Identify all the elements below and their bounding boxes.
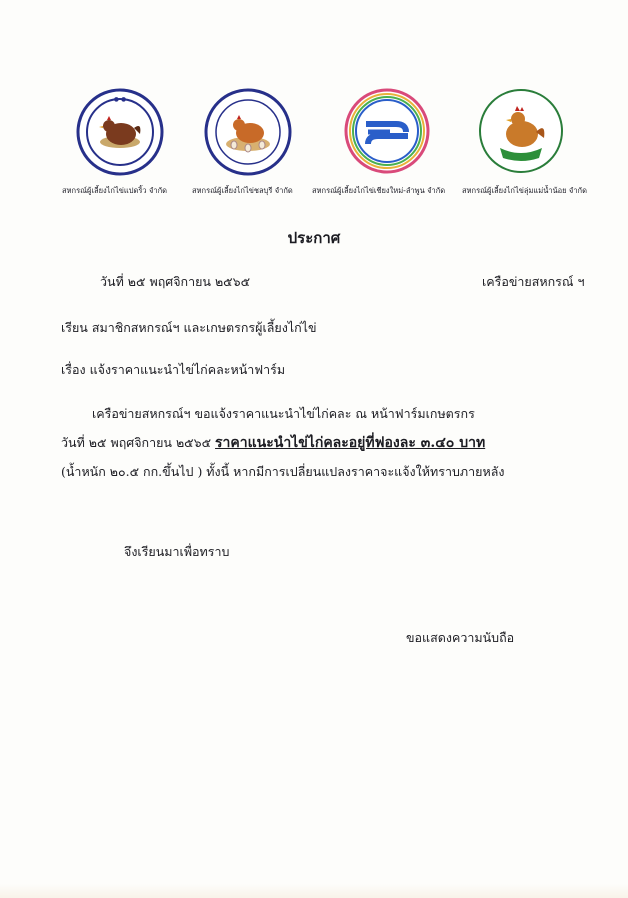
hen-on-basket-seal-icon xyxy=(478,88,564,174)
hen-on-nest-seal-icon xyxy=(76,88,164,176)
price-emphasis: ราคาแนะนำไข่ไก่คละอยู่ที่ฟองละ ๓.๔๐ บาท xyxy=(215,435,486,451)
svg-text:● ●: ● ● xyxy=(113,96,127,103)
body-line-1: เครือข่ายสหกรณ์ฯ ขอแจ้งราคาแนะนำไข่ไก่คละ ณ หน้าฟาร์มเกษตรกร xyxy=(92,406,475,421)
hen-with-eggs-seal-icon xyxy=(204,88,292,176)
subject-line: เรื่อง แจ้งราคาแนะนำไข่ไก่คละหน้าฟาร์ม xyxy=(61,362,286,377)
logo-caption-4: สหกรณ์ผู้เลี้ยงไก่ไข่ลุ่มแม่น้ำน้อย จำกัด xyxy=(462,186,587,195)
page-title: ประกาศ xyxy=(287,229,341,247)
to-line: เรียน สมาชิกสหกรณ์ฯ และเกษตรกรผู้เลี้ยงไก่ไข่ xyxy=(61,320,317,335)
date-line: วันที่ ๒๕ พฤศจิกายน ๒๕๖๕ xyxy=(100,274,251,289)
rainbow-spiral-seal-icon xyxy=(344,88,430,174)
bottom-edge-tint xyxy=(0,884,628,898)
body-line-3: (น้ำหนัก ๒๐.๕ กก.ขึ้นไป ) ทั้งนี้ หากมีการเปลี่ยนแปลงราคาจะแจ้งให้ทราบภายหลัง xyxy=(61,464,505,479)
logo-caption-3: สหกรณ์ผู้เลี้ยงไก่ไข่เชียงใหม่-ลำพูน จำกัด xyxy=(312,186,446,195)
body-line-2 xyxy=(61,432,485,454)
closing-line: จึงเรียนมาเพื่อทราบ xyxy=(124,544,230,559)
signoff-line: ขอแสดงความนับถือ xyxy=(406,630,515,645)
logo-caption-1: สหกรณ์ผู้เลี้ยงไก่ไข่แปดริ้ว จำกัด xyxy=(62,186,167,195)
network-line: เครือข่ายสหกรณ์ ฯ xyxy=(482,274,585,289)
body-line-2-prefix: วันที่ ๒๕ พฤศจิกายน ๒๕๖๕ xyxy=(61,435,216,450)
logo-caption-2: สหกรณ์ผู้เลี้ยงไก่ไข่ชลบุรี จำกัด xyxy=(192,186,293,195)
